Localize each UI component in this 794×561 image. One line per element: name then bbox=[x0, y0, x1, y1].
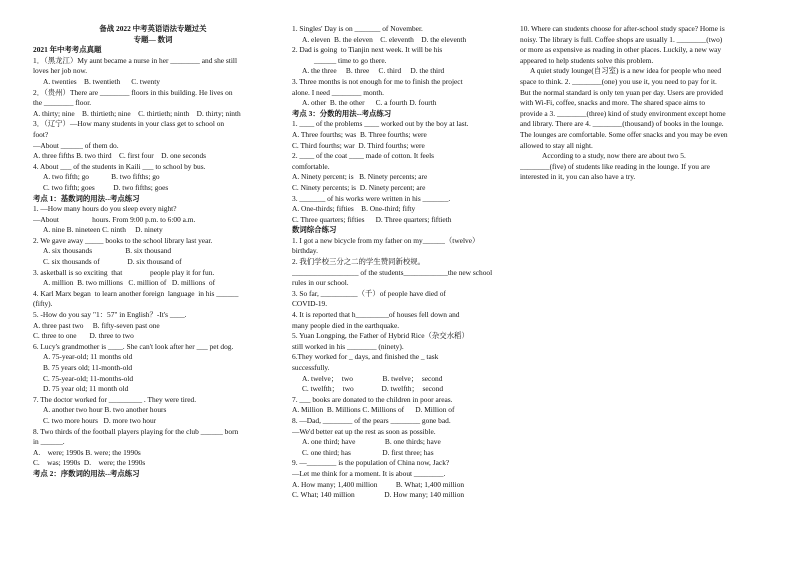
text-line: 2. ____ of the coat ____ made of cotton. It feels bbox=[292, 151, 435, 161]
text-line: A. Ninety percent; is B. Ninety percents; are bbox=[292, 172, 428, 182]
text-line: C. six thousands of D. six thousand of bbox=[43, 257, 182, 267]
column-middle bbox=[292, 24, 508, 501]
text-line: rules in our school. bbox=[292, 278, 349, 288]
text-line: C. twelfth； two D. twelfth； second bbox=[302, 384, 444, 394]
text-line: A. One-thirds; fifties B. One-third; fifty bbox=[292, 204, 416, 214]
text-line: C. two more hours D. more two hour bbox=[43, 415, 157, 425]
text-line: A. two fifth; go B. two fifths; go bbox=[43, 172, 160, 182]
section-heading: 备战 2022 中考英语语法专题过关 bbox=[99, 24, 207, 33]
text-line: A. Million B. Millions C. Millions of D. Million of bbox=[292, 405, 455, 415]
text-line: A. nine B. nineteen C. ninth D. ninety bbox=[43, 225, 163, 235]
text-line: 3. Three months is not enough for me to finish the project bbox=[292, 76, 463, 86]
text-line: 4. Karl Marx began to learn another foreign language in his ______ bbox=[33, 288, 239, 298]
text-line: A. Three fourths; was B. Three fourths; were bbox=[292, 129, 427, 139]
text-line: 2. We gave away _____ books to the school library last year. bbox=[33, 235, 213, 245]
text-line: 4. About ___ of the students in Kaili ___ to school by bus. bbox=[33, 161, 206, 171]
text-line: alone. I need ________ month. bbox=[292, 87, 384, 97]
section-heading: 2021 年中考考点真题 bbox=[33, 45, 102, 55]
text-line: B. 75 years old; 11-month-old bbox=[43, 363, 133, 372]
text-line: 9. —________ is the population of China now, Jack? bbox=[292, 458, 450, 468]
text-line: 2. 我们学校三分之二的学生赞同新校规。 bbox=[292, 257, 426, 267]
text-line: A. thirty; nine B. thirtieth; nine C. thirtieth; ninth D. thirty; ninth bbox=[33, 108, 241, 118]
text-line: appeared to help students solve this problem. bbox=[520, 55, 654, 65]
text-line: C. Third fourths; war D. Third fourths; were bbox=[292, 140, 425, 150]
text-line: C. was; 1990s D. were; the 1990s bbox=[33, 458, 146, 468]
text-line: ______ time to go there. bbox=[314, 55, 387, 65]
text-line: 3. So far, __________（千）of people have died of bbox=[292, 288, 446, 298]
text-line: 5. -How do you say "1：57" in English？-It's ____. bbox=[33, 310, 187, 320]
text-line: noisy. The library is full. Coffee shops are usually 1. ________(two) bbox=[520, 34, 723, 44]
text-line: 2．（贵州）There are ________ floors in this building. He lives on bbox=[33, 87, 233, 97]
text-line: C. three to one D. three to two bbox=[33, 331, 134, 341]
text-line: provide a 3. ________(three) kind of study environment except home bbox=[520, 108, 726, 118]
column-right bbox=[520, 24, 766, 183]
text-line: 5. Yuan Longping, the Father of Hybrid Rice（杂交水稻） bbox=[292, 331, 469, 341]
text-line: A. million B. two millions C. million of D. millions of bbox=[43, 278, 216, 288]
text-line: A. three fifths B. two third C. first four D. one seconds bbox=[33, 151, 207, 161]
text-line: 3. asketball is so exciting that people play it for fun. bbox=[33, 267, 215, 277]
text-line: and library. There are 4. ________(thousand) of books in the lounge. bbox=[520, 119, 724, 129]
text-line: allowed to stay all night. bbox=[520, 140, 593, 150]
text-line: or more as expensive as reading in other places. Luckily, a new way bbox=[520, 45, 722, 55]
text-line: 7. ___ books are donated to the children in poor areas. bbox=[292, 394, 453, 404]
text-line: C. Three quarters; fifties D. Three quarters; fiftieth bbox=[292, 214, 452, 224]
text-line: A quiet study lounge(自习室) is a new idea for people who need bbox=[530, 66, 722, 76]
text-line: But the normal standard is only ten yuan per day. Users are provided bbox=[520, 87, 723, 97]
text-line: 1. ____ of the problems ____ worked out by the boy at last. bbox=[292, 119, 469, 129]
text-line: —We'd better eat up the rest as soon as possible. bbox=[292, 426, 436, 436]
text-line: According to a study, now there are about two 5. bbox=[542, 151, 686, 161]
text-line: C. Ninety percents; is D. Ninety percent; are bbox=[292, 182, 426, 192]
text-line: comfortable. bbox=[292, 161, 330, 171]
text-line: A. one third; have B. one thirds; have bbox=[302, 437, 441, 447]
text-line: still worked in his ________ (ninety). bbox=[292, 341, 404, 351]
text-line: A. the three B. three C. third D. the third bbox=[302, 66, 445, 76]
text-line: 1. I got a new bicycle from my father on my______（twelve） bbox=[292, 235, 480, 245]
text-line: C. one third; has D. first three; has bbox=[302, 447, 434, 457]
text-line: 1. Singles' Day is on _______ of November. bbox=[292, 24, 423, 33]
text-line: in ______. bbox=[33, 437, 65, 447]
text-line: foot? bbox=[33, 129, 49, 139]
text-line: __________________ of the students____________the new school bbox=[292, 267, 493, 277]
text-line: 1. —How many hours do you sleep every night? bbox=[33, 204, 177, 214]
section-heading: 考点 3：分数的用法--考点练习 bbox=[292, 108, 392, 118]
text-line: 7. The doctor worked for _________ . They were tired. bbox=[33, 394, 197, 404]
text-line: A. six thousands B. six thousand bbox=[43, 246, 172, 256]
text-line: interested in it, you can also have a try. bbox=[520, 172, 636, 182]
section-heading: 专题— 数词 bbox=[133, 34, 173, 44]
text-line: COVID-19. bbox=[292, 299, 328, 309]
text-line: A. three past two B. fifty-seven past one bbox=[33, 320, 160, 330]
text-line: loves her job now. bbox=[33, 66, 88, 76]
text-line: The lounges are comfortable. Some offer snacks and you may be even bbox=[520, 129, 728, 139]
text-line: 10. Where can students choose for after-school study space? Home is bbox=[520, 24, 725, 33]
text-line: A. twelve； two B. twelve； second bbox=[302, 373, 443, 383]
text-line: A. twenties B. twentieth C. twenty bbox=[43, 76, 161, 86]
section-heading: 考点 1：基数词的用法--考点练习 bbox=[33, 193, 140, 203]
text-line: C. 75-year-old; 11-months-old bbox=[43, 373, 134, 383]
text-line: A. eleven B. the eleven C. eleventh D. the eleventh bbox=[302, 34, 467, 44]
section-heading: 数词综合练习 bbox=[292, 225, 337, 235]
text-line: D. 75 year old; 11 month old bbox=[43, 384, 129, 394]
text-line: many people died in the earthquake. bbox=[292, 320, 400, 330]
text-line: with Wi-Fi, coffee, snacks and more. The shared space aims to bbox=[520, 98, 706, 108]
text-line: 3．（辽宁）—How many students in your class get to school on bbox=[33, 119, 225, 129]
text-line: A. 75-year-old; 11 months old bbox=[43, 352, 133, 362]
text-line: the ________ floor. bbox=[33, 98, 92, 108]
text-line: A. How many; 1,400 million B. What; 1,400 million bbox=[292, 479, 465, 489]
text-line: C. What; 140 million D. How many; 140 million bbox=[292, 490, 465, 500]
text-line: (fifty). bbox=[33, 299, 53, 309]
text-line: —Let me think for a moment. It is about ________. bbox=[292, 468, 446, 478]
column-left bbox=[33, 24, 273, 480]
text-line: A. other B. the other C. a fourth D. fourth bbox=[302, 98, 437, 108]
text-line: 1．（黑龙江）My aunt became a nurse in her ________ and she still bbox=[33, 55, 238, 65]
text-line: —About ______ of them do. bbox=[33, 140, 119, 150]
text-line: 2. Dad is going to Tianjin next week. It will be his bbox=[292, 45, 443, 55]
text-line: 3. _______ of his works were written in his _______. bbox=[292, 193, 451, 203]
text-line: C. two fifth; goes D. two fifths; goes bbox=[43, 182, 169, 192]
text-line: A. another two hour B. two another hours bbox=[43, 405, 167, 415]
text-line: 4. It is reported that h_________of houses fell down and bbox=[292, 310, 460, 320]
text-line: ________(five) of students like reading in the lounge. If you are bbox=[520, 161, 710, 171]
text-line: space to think. 2. ________(one) you use it, you need to pay for it. bbox=[520, 76, 717, 86]
text-line: 6.They worked for _ days, and finished the _ task bbox=[292, 352, 439, 362]
section-heading: 考点 2：序数词的用法--考点练习 bbox=[33, 468, 140, 478]
text-line: birthday. bbox=[292, 246, 318, 256]
text-line: successfully. bbox=[292, 363, 330, 372]
text-line: 8. —Dad, ________ of the pears ________ gone bad. bbox=[292, 415, 451, 425]
text-line: 8. Two thirds of the football players playing for the club ______ born bbox=[33, 426, 239, 436]
text-line: A. were; 1990s B. were; the 1990s bbox=[33, 447, 141, 457]
text-line: —About hours. From 9:00 p.m. to 6:00 a.m. bbox=[33, 214, 196, 224]
text-line: 6. Lucy's grandmother is ____. She can't look after her ___ pet dog. bbox=[33, 341, 234, 351]
